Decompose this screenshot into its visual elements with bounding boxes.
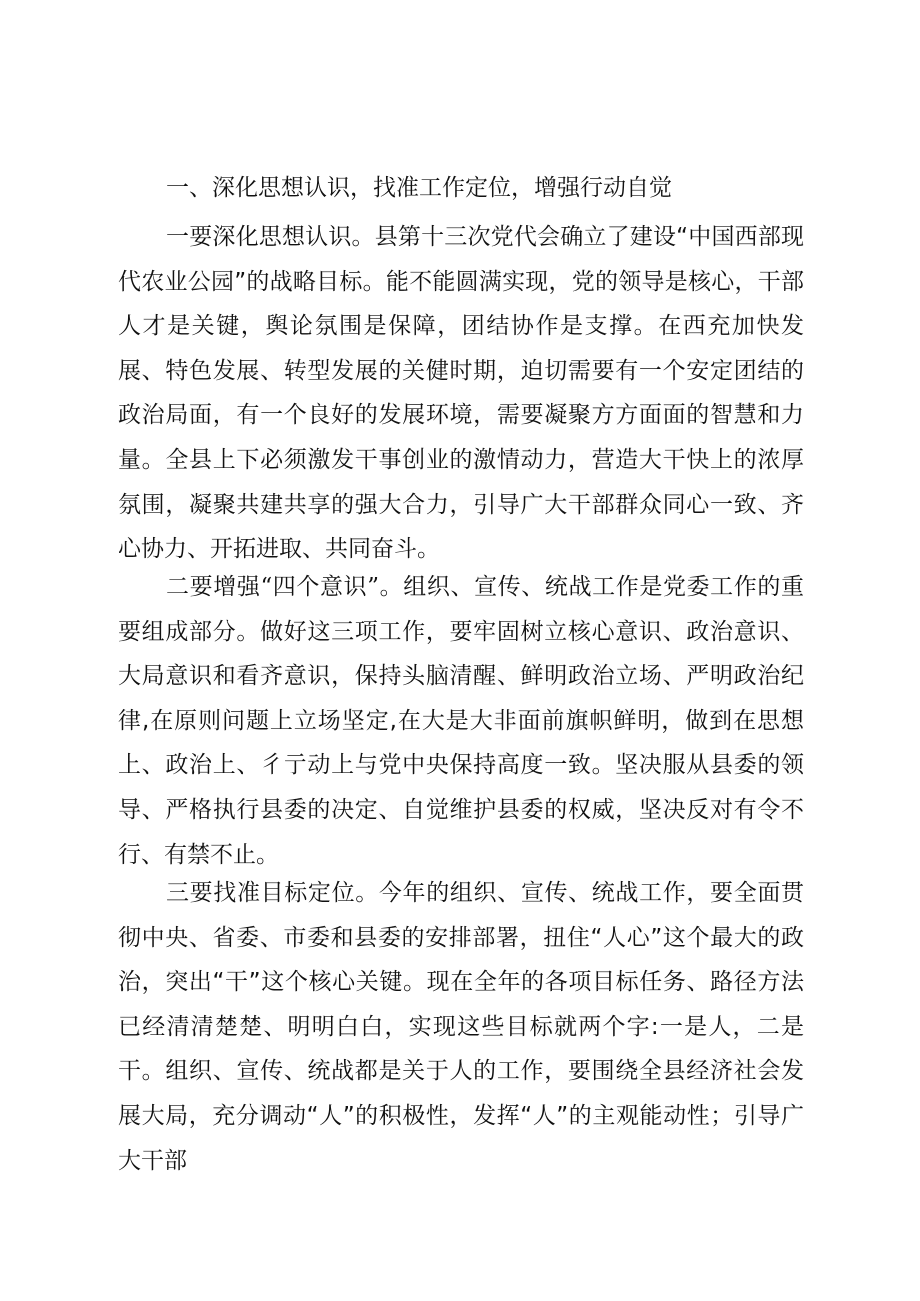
section-heading: 一、深化思想认识，找准工作定位，增强行动自觉 bbox=[166, 175, 672, 201]
paragraph-3 bbox=[118, 871, 804, 1183]
paragraph-2-lead: 二要增强“四个意识”。 bbox=[166, 574, 404, 600]
paragraph-2-text: 组织、宣传、统战工作是党委工作的重要组成部分。做好这三项工作，要牢固树立核心意识、政治意识、大局意识和看齐意识，保持头脑清醒、鲜明政治立场、严明政治纪律,在原则问题上立场坚定,在大是大非面前旗帜鲜明，做到在思想上、政治上、彳亍动上与党中央保持高度一致。坚决服从县委的领导、严格执行县委的决定、自觉维护县委的权威，坚决反对有令不行、有禁不止。 bbox=[118, 574, 804, 868]
paragraph-3-text: 今年的组织、宣传、统战工作，要全面贯彻中央、省委、市委和县委的安排部署，扭住“人心”这个最大的政治，突出“干”这个核心关键。现在全年的各项目标任务、路径方法已经清清楚楚、明明白白，实现这些目标就两个字:一是人，二是干。组织、宣传、统战都是关于人的工作，要围绕全县经济社会发展大局，充分调动“人”的积极性，发挥“人”的主观能动性；引导广大干部 bbox=[118, 880, 805, 1174]
paragraph-2 bbox=[118, 565, 804, 877]
paragraph-1-text: 县第十三次党代会确立了建设“中国西部现代农业公园”的战略目标。能不能圆满实现，党的领导是核心，干部人才是关键，舆论氛围是保障，团结协作是支撑。在西充加快发展、特色发展、转型发展的关健时期，迫切需要有一个安定团结的政治局面，有一个良好的发展环境，需要凝聚方方面面的智慧和力量。全县上下必须激发干事创业的激情动力，营造大干快上的浓厚氛围，凝聚共建共享的强大合力，引导广大干部群众同心一致、齐心协力、开拓进取、共同奋斗。 bbox=[118, 224, 805, 563]
paragraph-1-lead: 一要深化思想认识。 bbox=[166, 224, 375, 250]
paragraph-1 bbox=[118, 215, 804, 572]
paragraph-3-lead: 三要找准目标定位。 bbox=[166, 880, 379, 906]
